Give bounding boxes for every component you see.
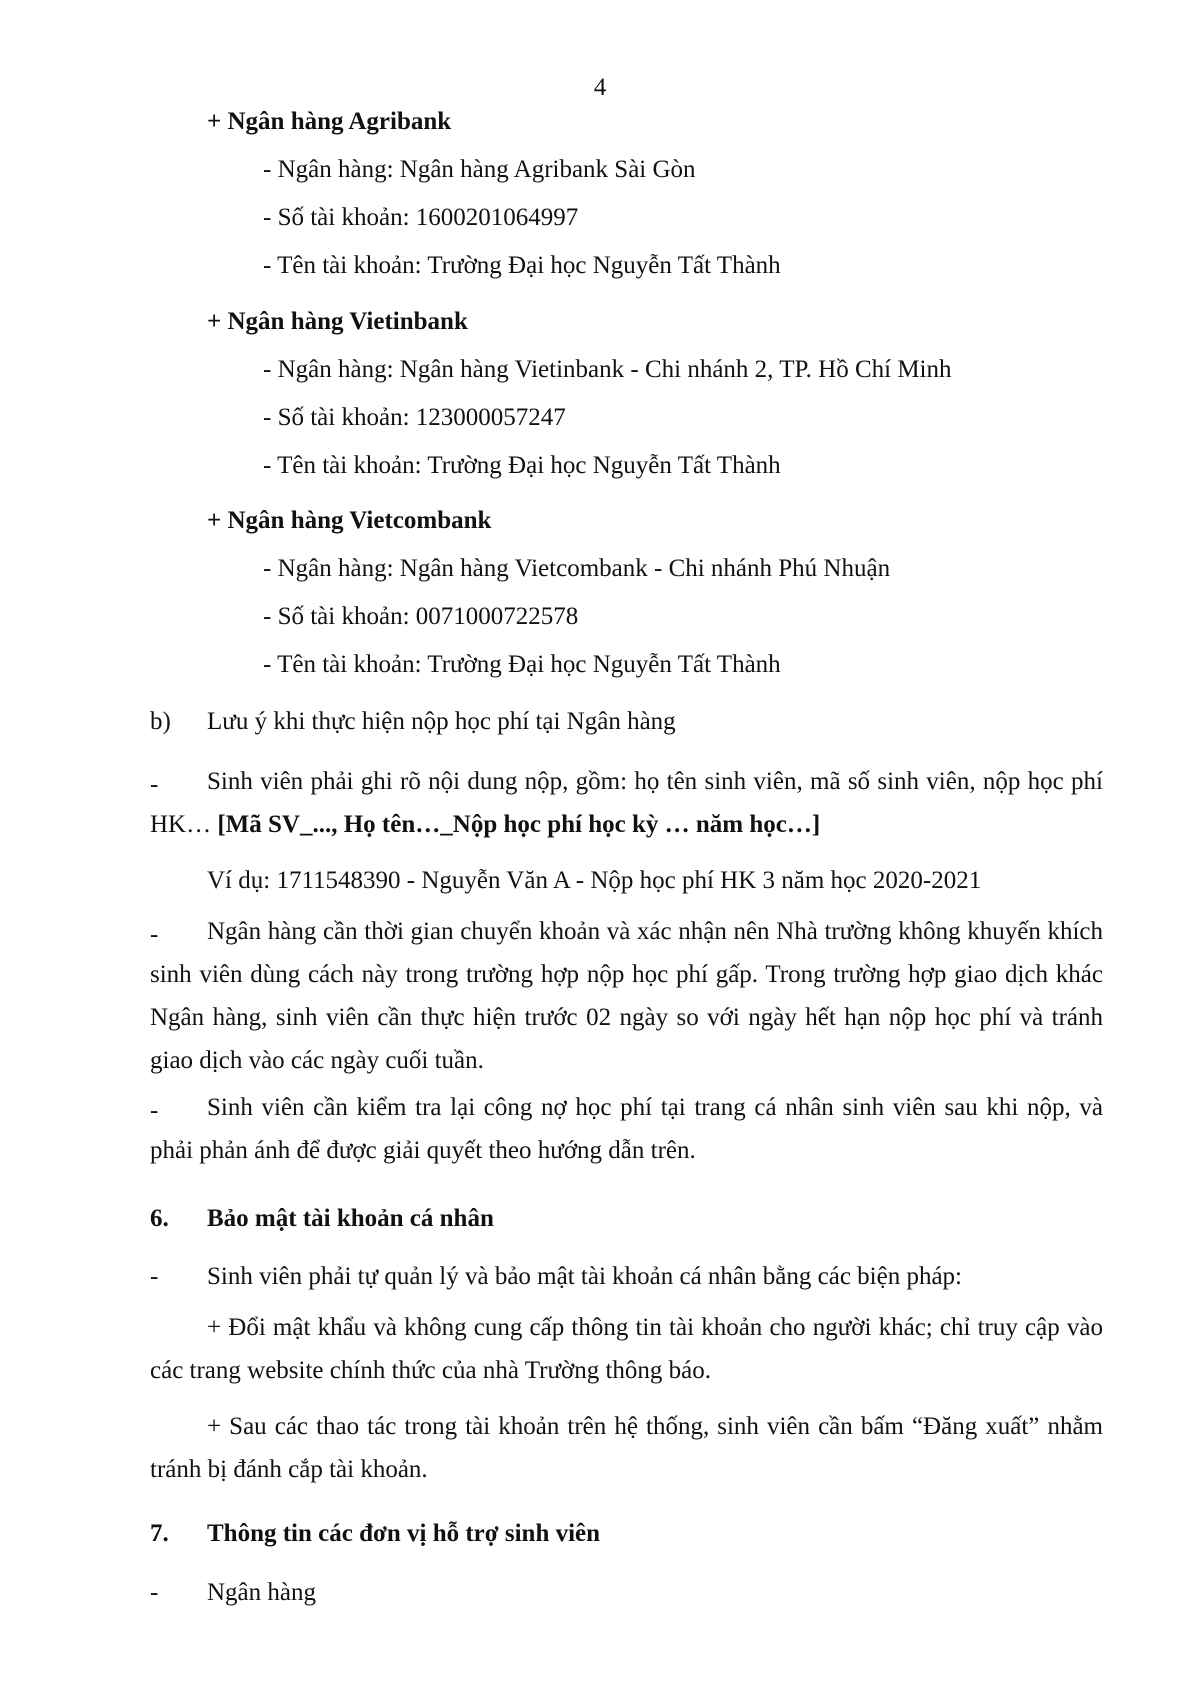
bank-name-agribank: - Ngân hàng: Ngân hàng Agribank Sài Gòn [263,156,696,183]
password-note: + Đổi mật khẩu và không cung cấp thông tin tài khoản cho người khác; chỉ truy cập vào các trang website chính thức của nhà Trường thông báo. [150,1314,1103,1384]
logout-note: + Sau các thao tác trong tài khoản trên hệ thống, sinh viên cần bấm “Đăng xuất” nhằm tránh bị đánh cắp tài khoản. [150,1413,1103,1483]
account-number-vietinbank: - Số tài khoản: 123000057247 [263,404,566,431]
account-number-vietcombank: - Số tài khoản: 0071000722578 [263,603,579,630]
payment-content-text: Sinh viên phải ghi rõ nội dung nộp, gồm: họ tên sinh viên, mã số sinh viên, nộp học phí HK… [150,768,1103,838]
bullet-dash: - [150,771,159,798]
bullet-dash: - [150,921,159,948]
bank-heading-agribank: + Ngân hàng Agribank [207,108,452,135]
section-b-title: Lưu ý khi thực hiện nộp học phí tại Ngân hàng [207,708,676,735]
account-name-vietcombank: - Tên tài khoản: Trường Đại học Nguyễn Tất Thành [263,651,781,678]
payment-content-format: [Mã SV_..., Họ tên…_Nộp học phí học kỳ … năm học…] [217,811,821,838]
bullet-dash: - [150,1097,159,1124]
account-number-agribank: - Số tài khoản: 1600201064997 [263,204,579,231]
bullet-dash: - [150,1263,159,1290]
transfer-time-note: Ngân hàng cần thời gian chuyển khoản và xác nhận nên Nhà trường không khuyến khích sinh viên dùng cách này trong trường hợp nộp học phí gấp. Trong trường hợp giao dịch khác Ngân hàng, sinh viên cần thực hiện trước 02 ngày so với ngày hết hạn nộp học phí và tránh giao dịch vào các ngày cuối tuần. [150,918,1103,1074]
section-6-number: 6. [150,1205,169,1232]
section-7-title: Thông tin các đơn vị hỗ trợ sinh viên [207,1520,601,1547]
page-number: 4 [593,74,607,101]
bank-name-vietcombank: - Ngân hàng: Ngân hàng Vietcombank - Chi nhánh Phú Nhuận [263,555,891,582]
account-name-vietinbank: - Tên tài khoản: Trường Đại học Nguyễn Tất Thành [263,452,781,479]
support-unit-bank: Ngân hàng [207,1579,316,1606]
payment-example: Ví dụ: 1711548390 - Nguyễn Văn A - Nộp học phí HK 3 năm học 2020-2021 [207,867,982,894]
section-b-marker: b) [150,708,171,735]
bullet-dash: - [150,1579,159,1606]
bank-name-vietinbank: - Ngân hàng: Ngân hàng Vietinbank - Chi nhánh 2, TP. Hồ Chí Minh [263,356,952,383]
section-6-title: Bảo mật tài khoản cá nhân [207,1205,494,1232]
check-debt-note: Sinh viên cần kiểm tra lại công nợ học phí tại trang cá nhân sinh viên sau khi nộp, và phải phản ánh để được giải quyết theo hướng dẫn trên. [150,1094,1103,1164]
account-security-intro: Sinh viên phải tự quản lý và bảo mật tài khoản cá nhân bằng các biện pháp: [207,1263,962,1290]
section-7-number: 7. [150,1520,169,1547]
account-name-agribank: - Tên tài khoản: Trường Đại học Nguyễn Tất Thành [263,252,781,279]
payment-content-note [150,760,1103,846]
bank-heading-vietcombank: + Ngân hàng Vietcombank [207,507,492,534]
bank-heading-vietinbank: + Ngân hàng Vietinbank [207,308,468,335]
